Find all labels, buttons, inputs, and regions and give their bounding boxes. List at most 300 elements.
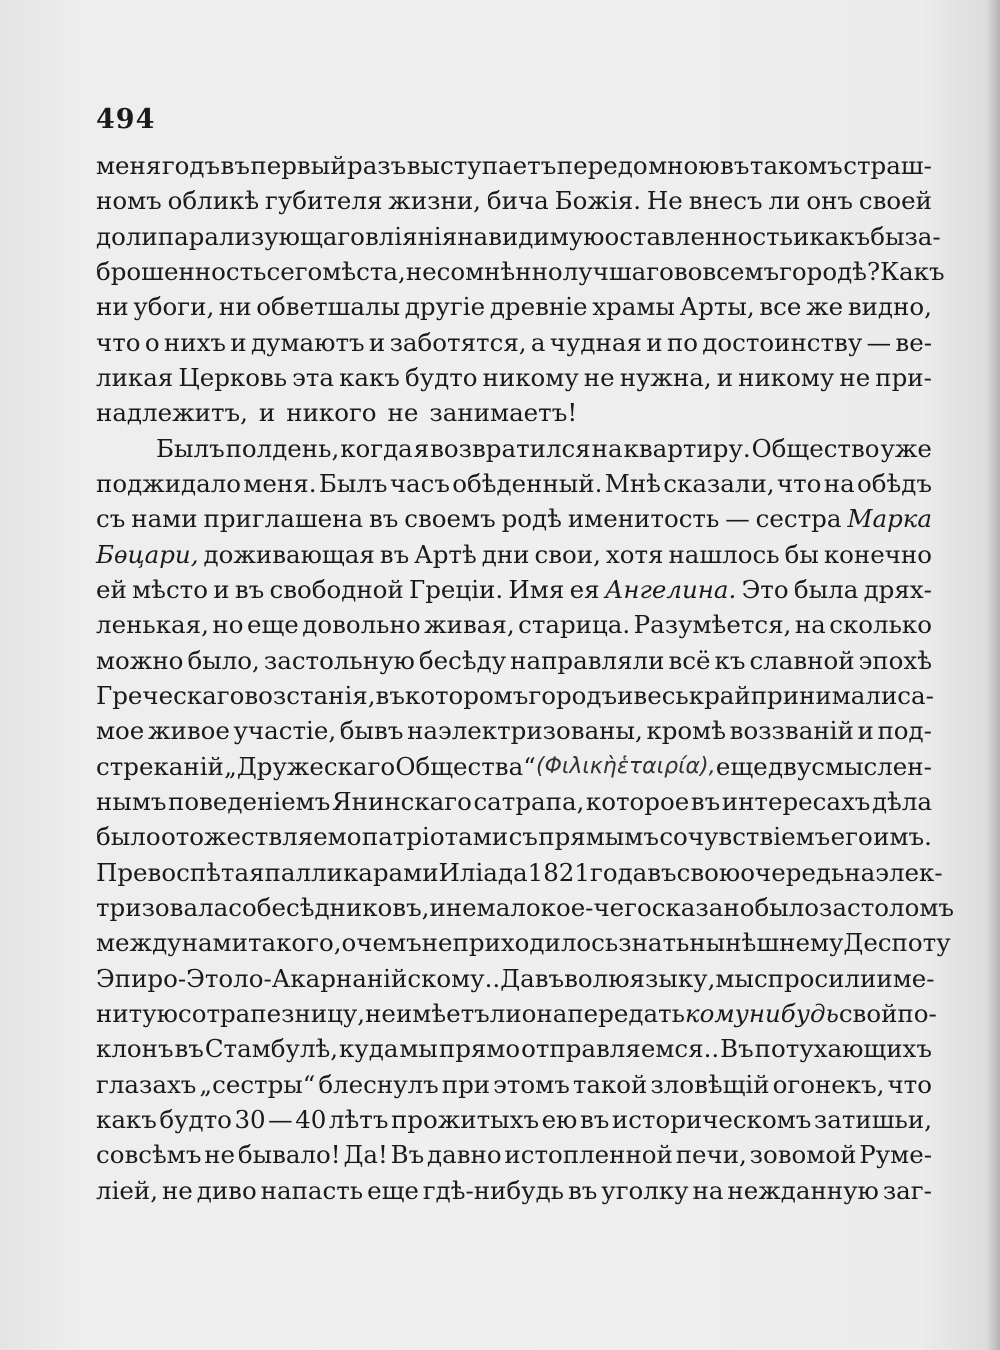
text-word: ли [489,998,522,1028]
text-word: ве- [895,327,932,357]
text-word: уже [880,433,932,463]
text-word: нежданную [727,1175,879,1205]
text-word: ей [96,574,127,604]
text-word: никому [738,362,835,392]
text-word: еще [246,610,299,640]
text-line [96,607,932,642]
text-word: мало [476,892,541,922]
text-word: са- [897,680,934,710]
text-word: хотя [605,539,664,569]
text-word: убоги, [133,292,215,322]
text-word: собесѣдниковъ, [228,892,430,922]
text-word: сколько [829,610,932,640]
text-word: застольную [263,645,415,675]
text-word: и [429,892,446,922]
text-word: и [258,398,276,428]
text-word: Церковь [178,362,288,392]
text-word: стреканій [96,751,224,781]
text-word: на [823,468,855,498]
text-word: первый [250,151,347,180]
text-word: часъ [389,468,450,498]
text-word: Эпиро-Этоло-Акарнанійскому.. [96,963,501,993]
text-word: въ [579,1104,610,1134]
text-line [96,890,954,925]
text-word: внесъ [688,186,763,216]
text-word: бы [784,539,819,569]
text-word: весь [633,680,689,710]
text-word: затишьи, [813,1104,932,1134]
text-word: ея [569,574,600,604]
text-word: возвратился [430,433,591,463]
text-word: было [96,822,161,852]
text-word: ни [96,292,129,322]
text-line [96,1031,932,1066]
text-word: уголку [601,1175,689,1205]
text-word: при- [875,362,932,392]
text-word: не [365,998,396,1028]
text-word: бича [486,186,549,216]
text-word: напасть [260,1175,364,1205]
text-word: на [457,221,489,251]
text-word: ли [768,186,801,216]
text-word: не [204,1140,236,1170]
text-word: обѣденный. [452,468,603,498]
body-text [96,148,954,1208]
text-line [96,537,932,572]
text-word: эпохѣ [858,645,932,675]
text-word: на [794,610,826,640]
text-word: направляли [510,645,665,675]
text-line [96,1102,932,1137]
text-word: гдѣ-нибудь [422,1175,565,1205]
text-word: Въ [720,1034,754,1064]
text-word: Да! [343,1140,388,1170]
text-word: сатрапа, [473,786,585,816]
text-word: наэлектризованы, [407,716,643,746]
text-word: не [445,892,477,922]
text-word: она [521,998,568,1028]
text-line [96,183,932,218]
text-word: зловѣщій [650,1069,770,1099]
text-word: губителя [265,186,383,216]
text-word: участіе, [233,716,337,746]
text-word: 40 [295,1104,327,1134]
text-word: Артѣ [414,539,477,569]
text-word: передать [567,998,685,1028]
text-word: обликѣ [167,186,260,216]
text-word: возстанія, [244,680,376,710]
text-line [96,1067,932,1102]
italic-word: кому [684,998,749,1028]
text-word: поджидало [96,468,242,498]
text-word: была [793,574,859,604]
text-word: не [161,1175,193,1205]
page-number: 494 [96,104,156,135]
text-line [96,925,951,960]
text-word: на [692,1175,724,1205]
text-word: во [673,256,703,286]
page-edge-shadow [986,0,1000,1350]
text-word: въ [368,504,399,534]
text-word: ни [218,292,252,322]
text-word: нами [131,504,198,534]
greek-word: (Φιλικὴ [536,753,617,779]
text-word: поведеніемъ [168,786,331,816]
text-word: было, [187,645,260,675]
text-line [96,325,932,360]
text-word: свой [838,998,898,1028]
text-word: нымъ [96,786,167,816]
text-word: живая, [424,610,515,640]
italic-word: Бѳцари, [96,539,199,569]
text-word: по [666,327,698,357]
text-word: прямо [438,1034,521,1064]
text-line [96,1173,932,1208]
text-word: конечно [823,539,932,569]
text-line [96,148,932,183]
text-word: что [96,327,141,357]
text-word: историческомъ [611,1104,812,1134]
text-word: бывъ [339,716,404,746]
text-word: можно [96,645,184,675]
text-word: чудная [549,327,642,357]
text-word: кое-чего [540,892,652,922]
text-word: и [793,221,810,251]
text-word: чемъ [356,928,422,958]
text-word: какъ [339,362,400,392]
text-word: все [759,292,802,322]
text-word: въ [234,574,265,604]
text-word: бывало! [237,1140,341,1170]
text-word: въ [375,680,405,710]
text-word: диво [196,1175,257,1205]
text-word: и [857,716,874,746]
text-word: живое [147,716,230,746]
text-word: принимали [750,680,898,710]
text-word: и [213,574,230,604]
text-word: такомъ [749,151,843,180]
text-line [96,572,932,607]
text-word: — [725,504,750,534]
text-line [96,289,932,324]
text-word: Арты, [679,292,755,322]
text-word: тризовала [96,892,229,922]
text-word: — [866,327,892,357]
text-word: и [646,327,663,357]
text-word: Греческаго [96,680,245,710]
text-word: отожествляемо [160,822,362,852]
text-word: брошенность [96,256,267,286]
text-word: въ [174,1034,204,1064]
text-word: край [688,680,751,710]
text-word: приглашена [203,504,364,534]
text-word: Стамбулѣ, [204,1034,339,1064]
text-word: своемъ [404,504,496,534]
text-word: Общество [751,433,880,463]
text-word: страш- [843,151,932,180]
text-word: свои, [534,539,601,569]
text-word: сотрапезницу, [177,998,366,1028]
text-word: но [212,610,244,640]
text-word: очередь [740,857,845,887]
text-word: заг- [882,1175,932,1205]
text-word: надлежитъ, [96,398,248,428]
text-word: сочувствіемъ [659,822,831,852]
text-line [96,466,932,501]
text-word: когда [340,433,413,463]
text-word: съ [96,504,126,534]
text-word: „сестры“ [199,1069,316,1099]
text-word: не [839,362,871,392]
text-word: ліей, [96,1175,159,1205]
text-word: зовомой [749,1140,857,1170]
text-word: доживающая [203,539,375,569]
text-word: Разумѣется, [633,610,792,640]
text-word: двусмыслен- [767,751,932,781]
text-word: ликая [96,362,174,392]
text-word: куда [339,1034,399,1064]
text-word: 1821 [527,857,590,887]
text-word: этомъ [493,1069,570,1099]
text-word: приходилось [452,928,619,958]
text-word: года [589,857,648,887]
text-word: Это [741,574,789,604]
text-word: а [530,327,546,357]
text-word: квартиру. [623,433,751,463]
text-word: наэлек- [844,857,943,887]
text-word: мы [399,1034,438,1064]
text-word: интересахъ [721,786,871,816]
text-word: имъ. [873,822,932,852]
text-word: „Дружескаго [224,751,396,781]
text-word: Не [646,186,683,216]
text-word: городѣ? [779,256,881,286]
text-word: онъ [806,186,853,216]
text-word: занимаетъ! [429,398,578,428]
text-line [96,713,932,748]
text-word: языку, [629,963,716,993]
text-word: полдень, [225,433,340,463]
text-word: нашлось [668,539,780,569]
italic-word: нибудь [748,998,839,1028]
text-word: Иліада [438,857,528,887]
text-word: родѣ [501,504,562,534]
text-word: достоинству [702,327,863,357]
text-word: дни [481,539,530,569]
text-word: при [441,1069,491,1099]
text-word: дѣла [871,786,932,816]
text-word: видимую [488,221,605,251]
text-word: давно [427,1140,502,1170]
text-word: волю [564,963,630,993]
text-word: не [421,928,453,958]
text-word: прожитыхъ [390,1104,540,1134]
text-word: не [387,398,419,428]
text-line [96,855,943,890]
text-word: мѣсто [132,574,208,604]
text-word: патріотами [361,822,509,852]
text-word: — [268,1104,293,1134]
text-word: обветшалы [256,292,401,322]
text-word: и [617,680,634,710]
text-word: сестра [755,504,842,534]
text-word: воззваній [729,716,854,746]
text-word: такой [572,1069,648,1099]
text-word: эта [292,362,335,392]
text-word: бесѣду [418,645,507,675]
text-word: такого, [247,928,342,958]
text-word: которое [585,786,690,816]
text-word: Давъ [500,963,565,993]
text-word: сказали, [663,468,775,498]
text-word: огонекъ, [772,1069,885,1099]
text-word: доли [96,221,158,251]
text-line [96,678,932,713]
text-word: Руме- [859,1140,932,1170]
text-word: номъ [96,186,162,216]
text-line [96,1137,932,1172]
text-word: печи, [675,1140,747,1170]
text-word: Деспоту [843,928,951,958]
text-word: нужна, [619,362,712,392]
text-word: обѣдъ [857,468,932,498]
text-word: Превоспѣтая [96,857,265,887]
text-word: было [754,892,820,922]
text-word: меня. [243,468,317,498]
text-word: несомнѣнно [405,256,563,286]
text-word: и [716,362,734,392]
text-word: Общества“ [395,751,536,781]
text-word: клонъ [96,1034,174,1064]
text-word: Божія. [554,186,642,216]
text-line [96,395,932,430]
text-word: съ [508,822,538,852]
text-word: за- [904,221,941,251]
text-word: въ [647,857,677,887]
text-word: я [413,433,430,463]
text-word: и [230,327,247,357]
text-word: парализующаго [157,221,365,251]
text-word: еще [715,751,768,781]
text-word: ленькая, [96,610,209,640]
text-line [96,643,932,678]
text-word: въ [379,539,410,569]
text-word: никому [482,362,579,392]
text-word: годъ [161,151,221,180]
text-word: разъ [347,151,407,180]
text-word: въ [720,151,750,180]
text-word: Въ [390,1140,425,1170]
text-word: Мнѣ [604,468,661,498]
text-word: городъ [528,680,618,710]
text-word: въ [567,1175,598,1205]
text-word: между [96,928,182,958]
text-word: под- [877,716,932,746]
text-word: мѣста, [322,256,406,286]
text-word: же [806,292,844,322]
text-line [96,431,932,466]
text-word: лѣтъ [328,1104,389,1134]
text-word: Былъ [318,468,388,498]
text-word: и [368,327,386,357]
text-word: Янинскаго [331,786,472,816]
greek-word: ἑταιρία), [617,753,716,779]
text-word: которомъ [404,680,529,710]
text-word: о [341,928,357,958]
text-word: на [591,433,623,463]
text-word: всемъ [702,256,780,286]
text-word: сего [266,256,323,286]
text-word: 30 [234,1104,266,1134]
text-word: дрях- [863,574,932,604]
text-word: думаютъ [250,327,365,357]
text-word: жизни, [388,186,481,216]
text-word: о [144,327,160,357]
text-word: всё [668,645,711,675]
text-word: что [776,468,822,498]
text-word: именитость [567,504,720,534]
text-word: какъ [809,221,871,251]
text-word: ею [541,1104,578,1134]
text-word: вліянія [364,221,458,251]
text-word: заботятся, [389,327,527,357]
text-word: что [887,1069,932,1099]
text-word: еще [367,1175,419,1205]
text-word: Былъ [156,433,225,463]
text-word: глазахъ [96,1069,197,1099]
text-word: сказано [651,892,755,922]
text-word: древніе [489,292,588,322]
text-word: нами [181,928,248,958]
text-word: храмы [592,292,675,322]
text-word: его [830,822,873,852]
text-word: совсѣмъ [96,1140,202,1170]
text-word: передо [556,151,648,180]
text-word: лучшаго [562,256,674,286]
text-word: къ [714,645,746,675]
text-word: палликарами [264,857,439,887]
text-word: свободной [269,574,404,604]
text-word: истопленной [504,1140,673,1170]
text-word: мы [715,963,754,993]
text-word: Греціи. [409,574,504,604]
text-line [96,219,941,254]
text-word: свою [676,857,741,887]
text-word: нихъ [163,327,226,357]
italic-word: Марка [847,504,932,534]
text-word: Какъ [880,256,945,286]
text-word: никого [286,398,377,428]
text-word: видно, [847,292,932,322]
text-word: спросили [753,963,877,993]
text-word: столомъ [847,892,954,922]
text-word: меня [96,151,162,180]
text-word: не [583,362,615,392]
text-word: потухающихъ [754,1034,932,1064]
text-line [96,501,932,536]
text-word: блеснулъ [318,1069,439,1099]
text-word: выступаетъ [406,151,557,180]
text-word: прямымъ [538,822,659,852]
text-word: кромѣ [646,716,727,746]
text-line [96,996,937,1031]
text-word: име- [876,963,935,993]
text-word: другіе [404,292,486,322]
text-word: въ [690,786,721,816]
text-word: отправляемся.. [521,1034,720,1064]
text-word: будто [404,362,478,392]
text-word: бы [870,221,905,251]
